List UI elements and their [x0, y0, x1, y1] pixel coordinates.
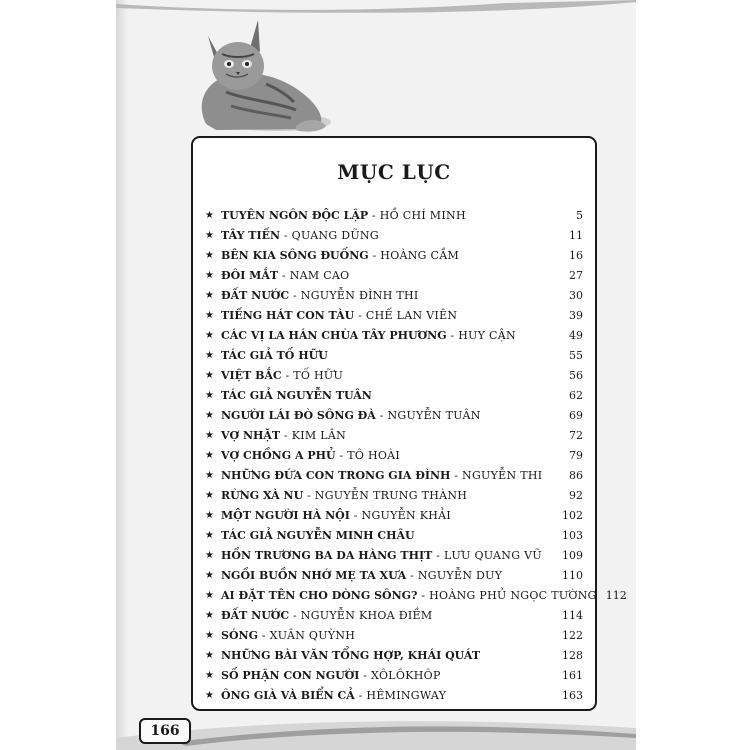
page-ref: 30	[569, 288, 583, 302]
toc-entry-text	[221, 469, 553, 482]
work-title: SÓNG	[221, 628, 258, 642]
work-title: VỢ NHẶT	[221, 428, 281, 442]
star-icon: ★	[205, 669, 214, 681]
toc-entry-text	[221, 309, 553, 322]
toc-entry	[205, 225, 583, 245]
work-title: NHỮNG BÀI VĂN TỔNG HỢP, KHÁI QUÁT	[221, 648, 481, 662]
author-name: - KIM LÂN	[280, 428, 347, 442]
toc-entry	[205, 585, 627, 605]
work-title: MỘT NGƯỜI HÀ NỘI	[221, 508, 350, 522]
star-icon: ★	[205, 209, 214, 221]
table-of-contents	[191, 136, 627, 711]
toc-entry	[205, 645, 583, 665]
work-title: TÁC GIẢ TỐ HỮU	[221, 348, 328, 362]
star-icon: ★	[205, 529, 214, 541]
toc-entry	[205, 245, 583, 265]
star-icon: ★	[205, 429, 214, 441]
page-ref: 62	[569, 388, 583, 402]
toc-entry-text	[221, 649, 553, 662]
page-number: 166	[139, 718, 191, 744]
toc-entry	[205, 565, 583, 585]
author-name: - NGUYỄN KHẢI	[349, 508, 452, 522]
toc-entry-text	[221, 289, 553, 302]
star-icon: ★	[205, 309, 214, 321]
toc-entry	[205, 425, 583, 445]
toc-entry	[205, 305, 583, 325]
page-ref: 79	[569, 448, 583, 462]
toc-entry-text	[221, 509, 553, 522]
author-name: - HỒ CHÍ MINH	[368, 208, 466, 222]
toc-entry	[205, 525, 583, 545]
star-icon: ★	[205, 269, 214, 281]
author-name: - XÔLÔKHÔP	[359, 668, 441, 682]
work-title: SỐ PHẬN CON NGƯỜI	[221, 668, 360, 682]
toc-entry	[205, 685, 583, 705]
toc-entry-text	[221, 449, 553, 462]
work-title: AI ĐẶT TÊN CHO DÒNG SÔNG?	[221, 588, 418, 602]
top-swoosh-decoration	[116, 0, 636, 14]
page-gutter-shadow	[116, 0, 128, 750]
toc-entry-text	[221, 629, 553, 642]
toc-entry	[205, 265, 583, 285]
star-icon: ★	[205, 409, 214, 421]
author-name: - HOÀNG CẦM	[368, 248, 460, 262]
star-icon: ★	[205, 689, 214, 701]
work-title: NGỒI BUỒN NHỚ MẸ TA XƯA	[221, 568, 407, 582]
work-title: CÁC VỊ LA HÁN CHÙA TÂY PHƯƠNG	[221, 328, 447, 342]
page-ref: 72	[569, 428, 583, 442]
star-icon: ★	[205, 609, 214, 621]
toc-entry	[205, 325, 583, 345]
page-ref: 102	[562, 508, 583, 522]
toc-entry	[205, 285, 583, 305]
toc-list	[205, 205, 627, 705]
author-name: - TÔ HOÀI	[335, 448, 401, 462]
author-name: - NAM CAO	[278, 268, 350, 282]
toc-entry-text	[221, 569, 553, 582]
toc-entry	[205, 465, 583, 485]
work-title: RỪNG XÀ NU	[221, 488, 304, 502]
toc-entry	[205, 445, 583, 465]
toc-title: MỤC LỤC	[337, 160, 451, 184]
work-title: TUYÊN NGÔN ĐỘC LẬP	[221, 208, 369, 222]
star-icon: ★	[205, 489, 214, 501]
work-title: TÂY TIẾN	[221, 228, 281, 242]
star-icon: ★	[205, 229, 214, 241]
work-title: NHỮNG ĐỨA CON TRONG GIA ĐÌNH	[221, 468, 451, 482]
author-name: - CHẾ LAN VIÊN	[354, 308, 458, 322]
page-ref: 103	[562, 528, 583, 542]
author-name: - NGUYỄN ĐÌNH THI	[289, 288, 419, 302]
page-ref: 49	[569, 328, 583, 342]
page-ref: 163	[562, 688, 583, 702]
author-name: - XUÂN QUỲNH	[257, 628, 356, 642]
toc-entry-text	[221, 229, 553, 242]
toc-entry	[205, 605, 583, 625]
page-ref: 39	[569, 308, 583, 322]
page-ref: 92	[569, 488, 583, 502]
toc-entry	[205, 545, 583, 565]
work-title: BÊN KIA SÔNG ĐUỐNG	[221, 248, 369, 262]
author-name: - QUANG DŨNG	[280, 228, 379, 242]
page-ref: 161	[562, 668, 583, 682]
page-ref: 112	[605, 588, 627, 602]
toc-entry-text	[221, 669, 553, 682]
page-ref: 110	[562, 568, 583, 582]
page-ref: 109	[562, 548, 583, 562]
star-icon: ★	[205, 549, 214, 561]
page-ref: 122	[562, 628, 583, 642]
star-icon: ★	[205, 329, 214, 341]
work-title: VỢ CHỒNG A PHỦ	[221, 448, 336, 462]
toc-entry	[205, 505, 583, 525]
toc-entry-text	[221, 529, 553, 542]
star-icon: ★	[205, 389, 214, 401]
star-icon: ★	[205, 469, 214, 481]
work-title: NGƯỜI LÁI ĐÒ SÔNG ĐÀ	[221, 408, 376, 422]
page-ref: 128	[562, 648, 583, 662]
author-name: - HUY CẬN	[446, 328, 516, 342]
page-ref: 16	[569, 248, 583, 262]
toc-entry	[205, 345, 583, 365]
author-name: - NGUYỄN DUY	[406, 568, 503, 582]
page-ref: 11	[569, 228, 583, 242]
author-name: - NGUYỄN THI	[450, 468, 543, 482]
bottom-swoosh-decoration	[116, 712, 636, 750]
page-ref: 69	[569, 408, 583, 422]
toc-entry	[205, 625, 583, 645]
author-name: - HÊMINGWAY	[354, 688, 447, 702]
star-icon: ★	[205, 449, 214, 461]
toc-entry-text	[221, 329, 553, 342]
toc-entry-text	[221, 429, 553, 442]
toc-entry-text	[221, 249, 553, 262]
toc-entry	[205, 665, 583, 685]
toc-entry	[205, 205, 583, 225]
work-title: TÁC GIẢ NGUYỄN MINH CHÂU	[221, 528, 415, 542]
toc-entry-text	[221, 209, 553, 222]
author-name: - NGUYỄN KHOA ĐIỀM	[289, 608, 433, 622]
work-title: ĐẤT NƯỚC	[221, 608, 290, 622]
toc-entry-text	[221, 389, 553, 402]
work-title: VIỆT BẮC	[221, 368, 282, 382]
work-title: ÔNG GIÀ VÀ BIỂN CẢ	[221, 688, 355, 702]
toc-entry	[205, 485, 583, 505]
page-ref: 56	[569, 368, 583, 382]
toc-entry	[205, 385, 583, 405]
toc-entry-text	[221, 409, 553, 422]
work-title: HỒN TRƯƠNG BA DA HÀNG THỊT	[221, 548, 433, 562]
work-title: TÁC GIẢ NGUYỄN TUÂN	[221, 388, 372, 402]
star-icon: ★	[205, 369, 214, 381]
author-name: - TỐ HỮU	[281, 368, 344, 382]
work-title: TIẾNG HÁT CON TÀU	[221, 308, 355, 322]
toc-entry-text	[221, 609, 553, 622]
page-ref: 114	[562, 608, 583, 622]
page-ref: 55	[569, 348, 583, 362]
toc-entry-text	[221, 269, 553, 282]
toc-entry	[205, 405, 583, 425]
page-ref: 5	[576, 208, 583, 222]
toc-entry-text	[221, 549, 553, 562]
author-name: - LƯU QUANG VŨ	[432, 548, 542, 562]
author-name: - NGUYỄN TUÂN	[375, 408, 481, 422]
star-icon: ★	[205, 509, 214, 521]
star-icon: ★	[205, 249, 214, 261]
page-ref: 27	[569, 268, 583, 282]
star-icon: ★	[205, 649, 214, 661]
star-icon: ★	[205, 289, 214, 301]
star-icon: ★	[205, 569, 214, 581]
work-title: ĐÔI MẮT	[221, 268, 279, 282]
star-icon: ★	[205, 589, 214, 601]
page-ref: 86	[569, 468, 583, 482]
work-title: ĐẤT NƯỚC	[221, 288, 290, 302]
cat-icon	[186, 14, 331, 136]
toc-entry-text	[221, 349, 553, 362]
toc-entry	[205, 365, 583, 385]
toc-entry-text	[221, 589, 597, 602]
toc-entry-text	[221, 689, 553, 702]
author-name: - HOÀNG PHỦ NGỌC TƯỜNG	[417, 588, 597, 602]
star-icon: ★	[205, 349, 214, 361]
star-icon: ★	[205, 629, 214, 641]
author-name: - NGUYỄN TRUNG THÀNH	[303, 488, 468, 502]
toc-entry-text	[221, 369, 553, 382]
toc-entry-text	[221, 489, 553, 502]
